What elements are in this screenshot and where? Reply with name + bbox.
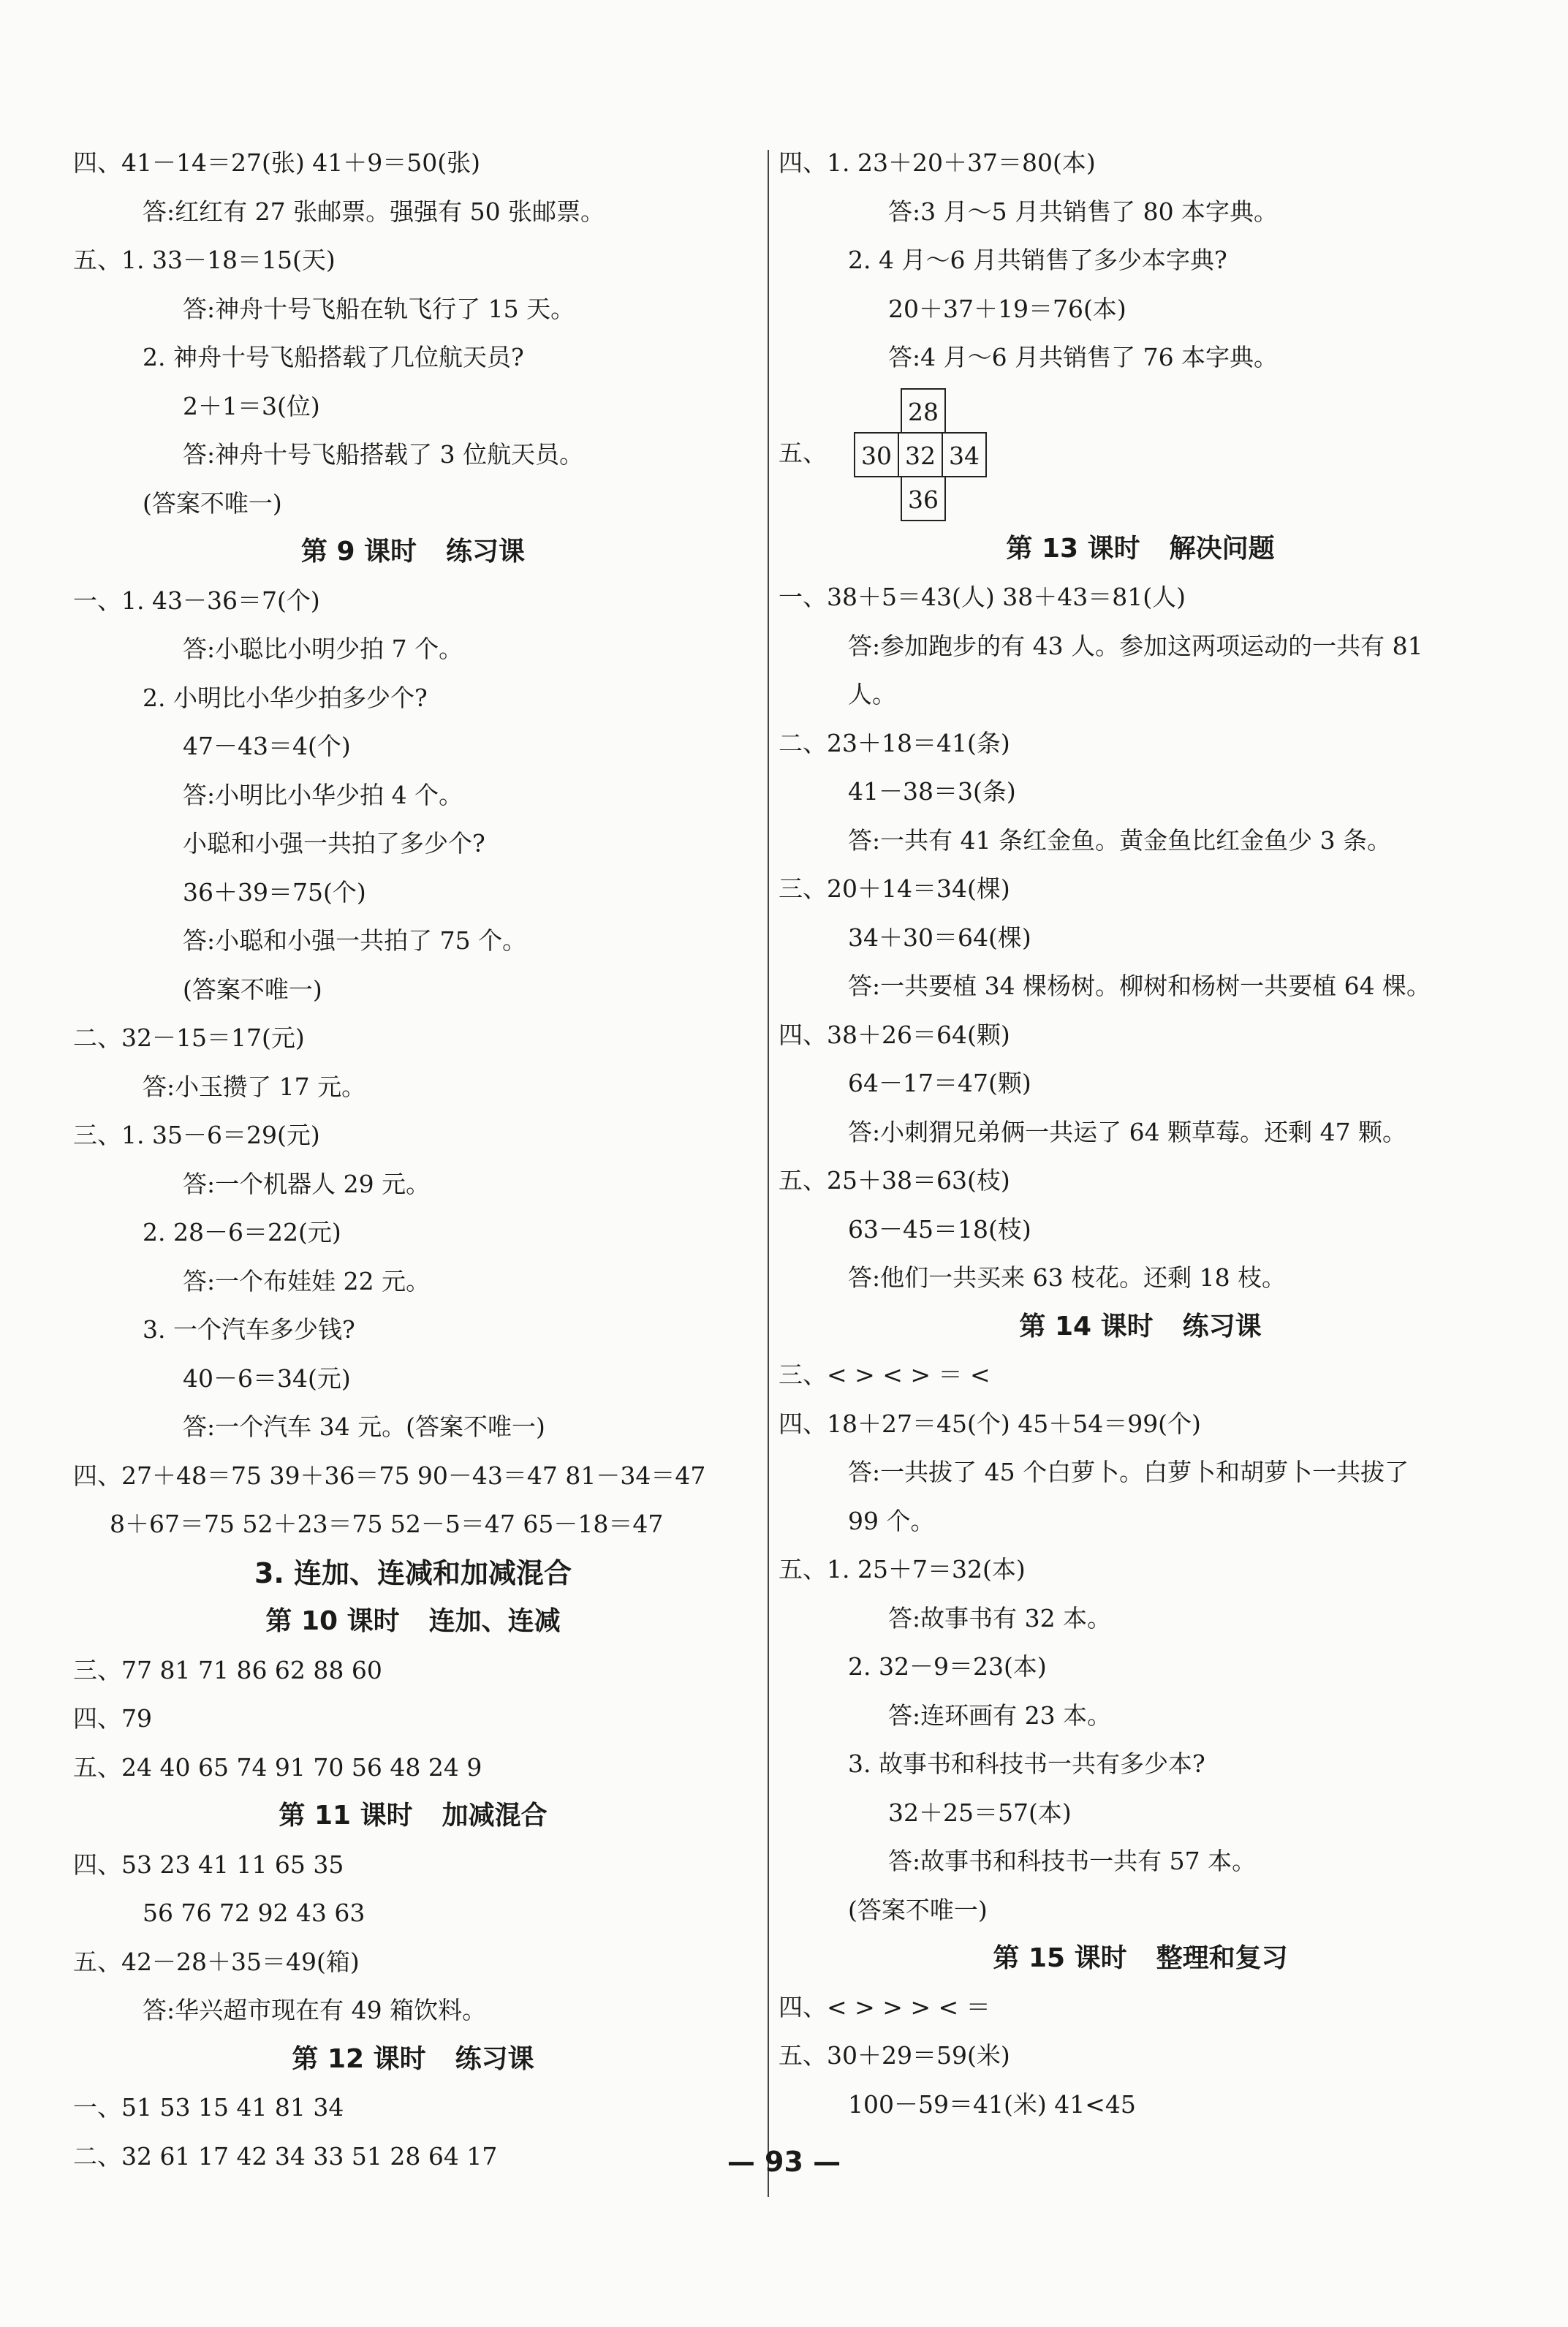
lesson-title: 练习课 [455, 2043, 534, 2074]
answer-line: 41－38＝3(条) [848, 777, 1016, 806]
lesson-number: 第 12 课时 [292, 2043, 426, 2074]
answer-line: 答:小玉攒了 17 元。 [143, 1072, 366, 1101]
answer-line: (答案不唯一) [848, 1895, 988, 1924]
answer-line: 20＋37＋19＝76(本) [888, 294, 1126, 323]
lesson-heading [779, 1303, 1502, 1352]
answer-line: 63－45＝18(枝) [848, 1214, 1031, 1244]
answer-line: 五、30＋29＝59(米) [779, 2041, 1010, 2070]
answer-line: 3. 故事书和科技书一共有多少本? [848, 1749, 1205, 1778]
answer-line: 答:红红有 27 张邮票。强强有 50 张邮票。 [143, 197, 605, 226]
answer-line: 五、1. 25＋7＝32(本) [779, 1555, 1026, 1584]
answer-line: 答:他们一共买来 63 枝花。还剩 18 枝。 [848, 1263, 1287, 1292]
lesson-title: 练习课 [446, 537, 526, 567]
lesson-title: 整理和复习 [1156, 1943, 1288, 1973]
lesson-heading [73, 2035, 753, 2084]
answer-line: 四、41－14＝27(张) 41＋9＝50(张) [73, 148, 480, 177]
answer-line: 答:神舟十号飞船在轨飞行了 15 天。 [183, 294, 575, 323]
answer-line: 四、79 [73, 1704, 152, 1733]
answer-line: 答:小刺猬兄弟俩一共运了 64 颗草莓。还剩 47 颗。 [848, 1117, 1407, 1146]
page-number: — 93 — [727, 2146, 841, 2178]
answer-line: 64－17＝47(颗) [848, 1069, 1031, 1097]
right-top-block [779, 139, 1502, 382]
right-bottom-block [779, 525, 1502, 2130]
answer-line: 答:3 月～5 月共销售了 80 本字典。 [888, 197, 1279, 226]
lesson-number: 第 15 课时 [993, 1943, 1127, 1973]
answer-line: 二、23＋18＝41(条) [779, 728, 1010, 757]
answer-line: 答:华兴超市现在有 49 箱饮料。 [143, 1996, 487, 2024]
lesson-heading [779, 525, 1502, 574]
answer-line: 8＋67＝75 52＋23＝75 52－5＝47 65－18＝47 [110, 1510, 664, 1538]
answer-line: 五、1. 33－18＝15(天) [73, 246, 336, 274]
answer-line: 三、1. 35－6＝29(元) [73, 1121, 320, 1149]
answer-line: 一、51 53 15 41 81 34 [73, 2093, 344, 2122]
answer-line: 答:故事书和科技书一共有 57 本。 [888, 1847, 1257, 1875]
answer-line: 2. 28－6＝22(元) [143, 1218, 341, 1246]
answer-line: 答:一共要植 34 棵杨树。柳树和杨树一共要植 64 棵。 [848, 972, 1431, 1000]
answer-line: 100－59＝41(米) 41<45 [848, 2089, 1136, 2119]
answer-line: 2. 4 月～6 月共销售了多少本字典? [848, 246, 1227, 274]
answer-line: 五、24 40 65 74 91 70 56 48 24 9 [73, 1752, 482, 1782]
answer-line: 三、< > < > ＝ < [779, 1361, 991, 1389]
answer-line: 答:4 月～6 月共销售了 76 本字典。 [888, 343, 1279, 371]
answer-line: 答:参加跑步的有 43 人。参加这两项运动的一共有 81 [848, 631, 1423, 660]
answer-line: 答:小聪和小强一共拍了 75 个。 [183, 926, 527, 955]
grid-label: 五、 [779, 438, 827, 467]
answer-line: 四、18＋27＝45(个) 45＋54＝99(个) [779, 1409, 1201, 1438]
answer-line: (答案不唯一) [143, 488, 282, 518]
answer-line: 2. 32－9＝23(本) [848, 1652, 1047, 1681]
grid-cell-top: 28 [901, 388, 946, 434]
answer-line: 一、38＋5＝43(人) 38＋43＝81(人) [779, 583, 1186, 611]
answer-line: 40－6＝34(元) [183, 1363, 351, 1393]
answer-line: 四、38＋26＝64(颗) [779, 1020, 1010, 1049]
answer-line: 2. 神舟十号飞船搭载了几位航天员? [143, 343, 524, 371]
answer-line: 99 个。 [848, 1506, 935, 1535]
lesson-number: 第 13 课时 [1006, 533, 1140, 564]
answer-line: 人。 [848, 680, 896, 708]
right-column [779, 139, 1502, 2129]
answer-line: 32＋25＝57(本) [888, 1798, 1072, 1827]
lesson-heading [73, 1792, 753, 1841]
answer-line: 47－43＝4(个) [183, 732, 351, 760]
answer-line: 答:一共拔了 45 个白萝卜。白萝卜和胡萝卜一共拔了 [848, 1458, 1409, 1486]
answer-line: 答:小聪比小明少拍 7 个。 [183, 635, 463, 663]
unit-heading: 3. 连加、连减和加减混合 [254, 1556, 572, 1589]
answer-line: 36＋39＝75(个) [183, 877, 366, 907]
grid-cell-left: 30 [854, 432, 899, 477]
answer-line: 答:连环画有 23 本。 [888, 1700, 1112, 1730]
answer-line: 四、< > > > < ＝ [779, 1992, 991, 2021]
answer-line: 二、32 61 17 42 34 33 51 28 64 17 [73, 2141, 498, 2171]
answer-line: 四、53 23 41 11 65 35 [73, 1850, 344, 1879]
answer-line: 56 76 72 92 43 63 [143, 1899, 366, 1927]
answer-line: 答:小明比小华少拍 4 个。 [183, 780, 463, 809]
answer-line: 答:一共有 41 条红金鱼。黄金鱼比红金鱼少 3 条。 [848, 825, 1392, 855]
answer-line: 答:一个机器人 29 元。 [183, 1169, 431, 1198]
lesson-number: 第 9 课时 [300, 537, 417, 567]
lesson-number: 第 14 课时 [1019, 1311, 1154, 1342]
answer-line: 3. 一个汽车多少钱? [143, 1315, 355, 1344]
answer-line: 三、77 81 71 86 62 88 60 [73, 1655, 382, 1684]
answer-line: 五、42－28＋35＝49(箱) [73, 1947, 360, 1976]
answer-line: 小聪和小强一共拍了多少个? [183, 829, 485, 858]
number-grid [779, 382, 1502, 525]
lesson-heading [73, 528, 753, 577]
lesson-title: 加减混合 [442, 1801, 548, 1831]
lesson-heading [73, 1597, 753, 1646]
answer-line: 二、32－15＝17(元) [73, 1023, 305, 1052]
lesson-title: 练习课 [1182, 1311, 1262, 1342]
column-divider [768, 150, 769, 2197]
answer-line: 三、20＋14＝34(棵) [779, 874, 1010, 903]
answer-line: 五、25＋38＝63(枝) [779, 1166, 1010, 1195]
grid-cell-right: 34 [942, 432, 987, 477]
lesson-title: 连加、连减 [428, 1606, 561, 1636]
answer-line: 答:一个汽车 34 元。(答案不唯一) [183, 1412, 545, 1441]
lesson-heading [779, 1934, 1502, 1983]
lesson-number: 第 11 课时 [279, 1801, 413, 1831]
answer-line: 答:神舟十号飞船搭载了 3 位航天员。 [183, 440, 584, 469]
answer-line: 答:一个布娃娃 22 元。 [183, 1266, 431, 1295]
grid-cell-center: 32 [898, 432, 943, 477]
answer-line: (答案不唯一) [183, 975, 322, 1004]
answer-line: 一、1. 43－36＝7(个) [73, 586, 320, 615]
lesson-title: 解决问题 [1169, 533, 1275, 564]
answer-line: 四、27＋48＝75 39＋36＝75 90－43＝47 81－34＝47 [73, 1461, 706, 1490]
left-column [73, 139, 753, 2181]
answer-line: 34＋30＝64(棵) [848, 923, 1031, 952]
answer-line: 2＋1＝3(位) [183, 391, 320, 420]
answer-line: 答:故事书有 32 本。 [888, 1603, 1112, 1632]
answer-line: 四、1. 23＋20＋37＝80(本) [779, 148, 1096, 177]
lesson-number: 第 10 课时 [265, 1606, 400, 1636]
grid-cell-bottom: 36 [901, 476, 946, 521]
answer-line: 2. 小明比小华少拍多少个? [143, 683, 428, 712]
